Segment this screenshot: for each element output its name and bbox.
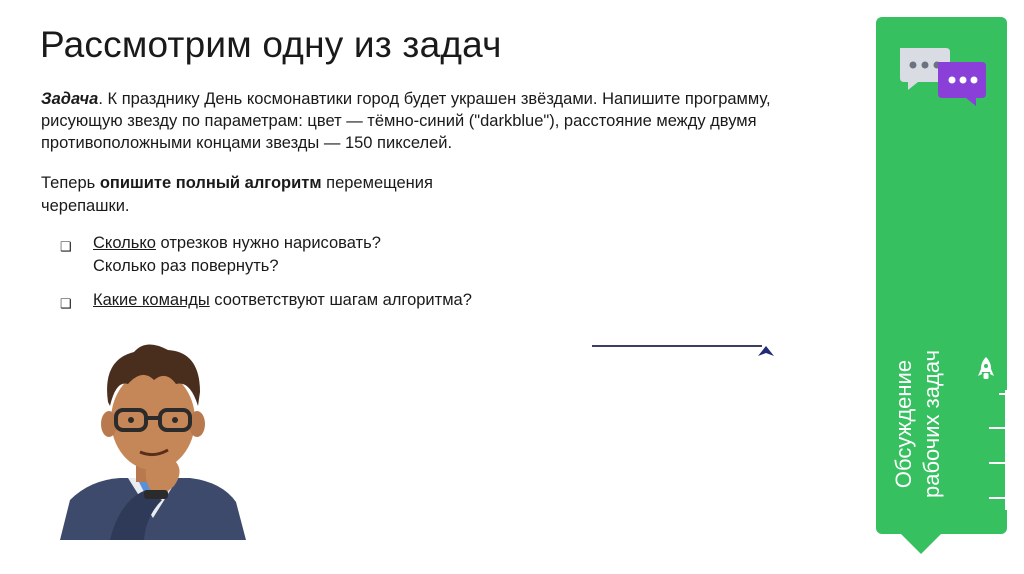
algorithm-intro (41, 172, 511, 218)
intro-before: Теперь (41, 174, 100, 192)
question-line (93, 232, 381, 255)
turtle-head-icon (758, 346, 774, 356)
ruler-ticks-decoration (985, 390, 1007, 510)
question-line-2: Сколько раз повернуть? (93, 257, 279, 275)
question-link-count[interactable]: Сколько (93, 234, 156, 252)
question-rest: соответствуют шагам алгоритма? (209, 291, 472, 309)
checkbox-bullet-icon: ❑ (60, 239, 72, 254)
task-text: . К празднику День космонавтики город будет украшен звёздами. Напишите программу, рисующую звезду по параметрам: цвет — тёмно-синий ("darkblue"), расстояние между двумя противоположными концами звезды — 150 пикселей. (41, 90, 771, 152)
question-rest: отрезков нужно нарисовать? (155, 234, 381, 252)
intro-bold: опишите полный алгоритм (99, 174, 322, 192)
task-description (41, 88, 821, 154)
panel-label-line-2: рабочих задач (919, 349, 944, 499)
chat-bubbles-icon (896, 44, 988, 106)
task-lead: Задача (41, 90, 99, 108)
side-panel-tail (899, 532, 943, 554)
slide-title: Рассмотрим одну из задач (40, 24, 502, 65)
panel-label (890, 339, 946, 509)
intro-after: перемещения черепашки. (41, 174, 433, 215)
question-link-commands[interactable]: Какие команды (93, 291, 210, 309)
thinking-man-illustration (50, 340, 260, 540)
question-segments (60, 232, 381, 278)
panel-label-line-1: Обсуждение (891, 359, 916, 489)
checkbox-bullet-icon: ❑ (60, 296, 72, 311)
question-line (93, 289, 472, 312)
turtle-drawing (590, 340, 780, 364)
question-commands (60, 289, 472, 312)
rocket-icon (977, 356, 995, 382)
